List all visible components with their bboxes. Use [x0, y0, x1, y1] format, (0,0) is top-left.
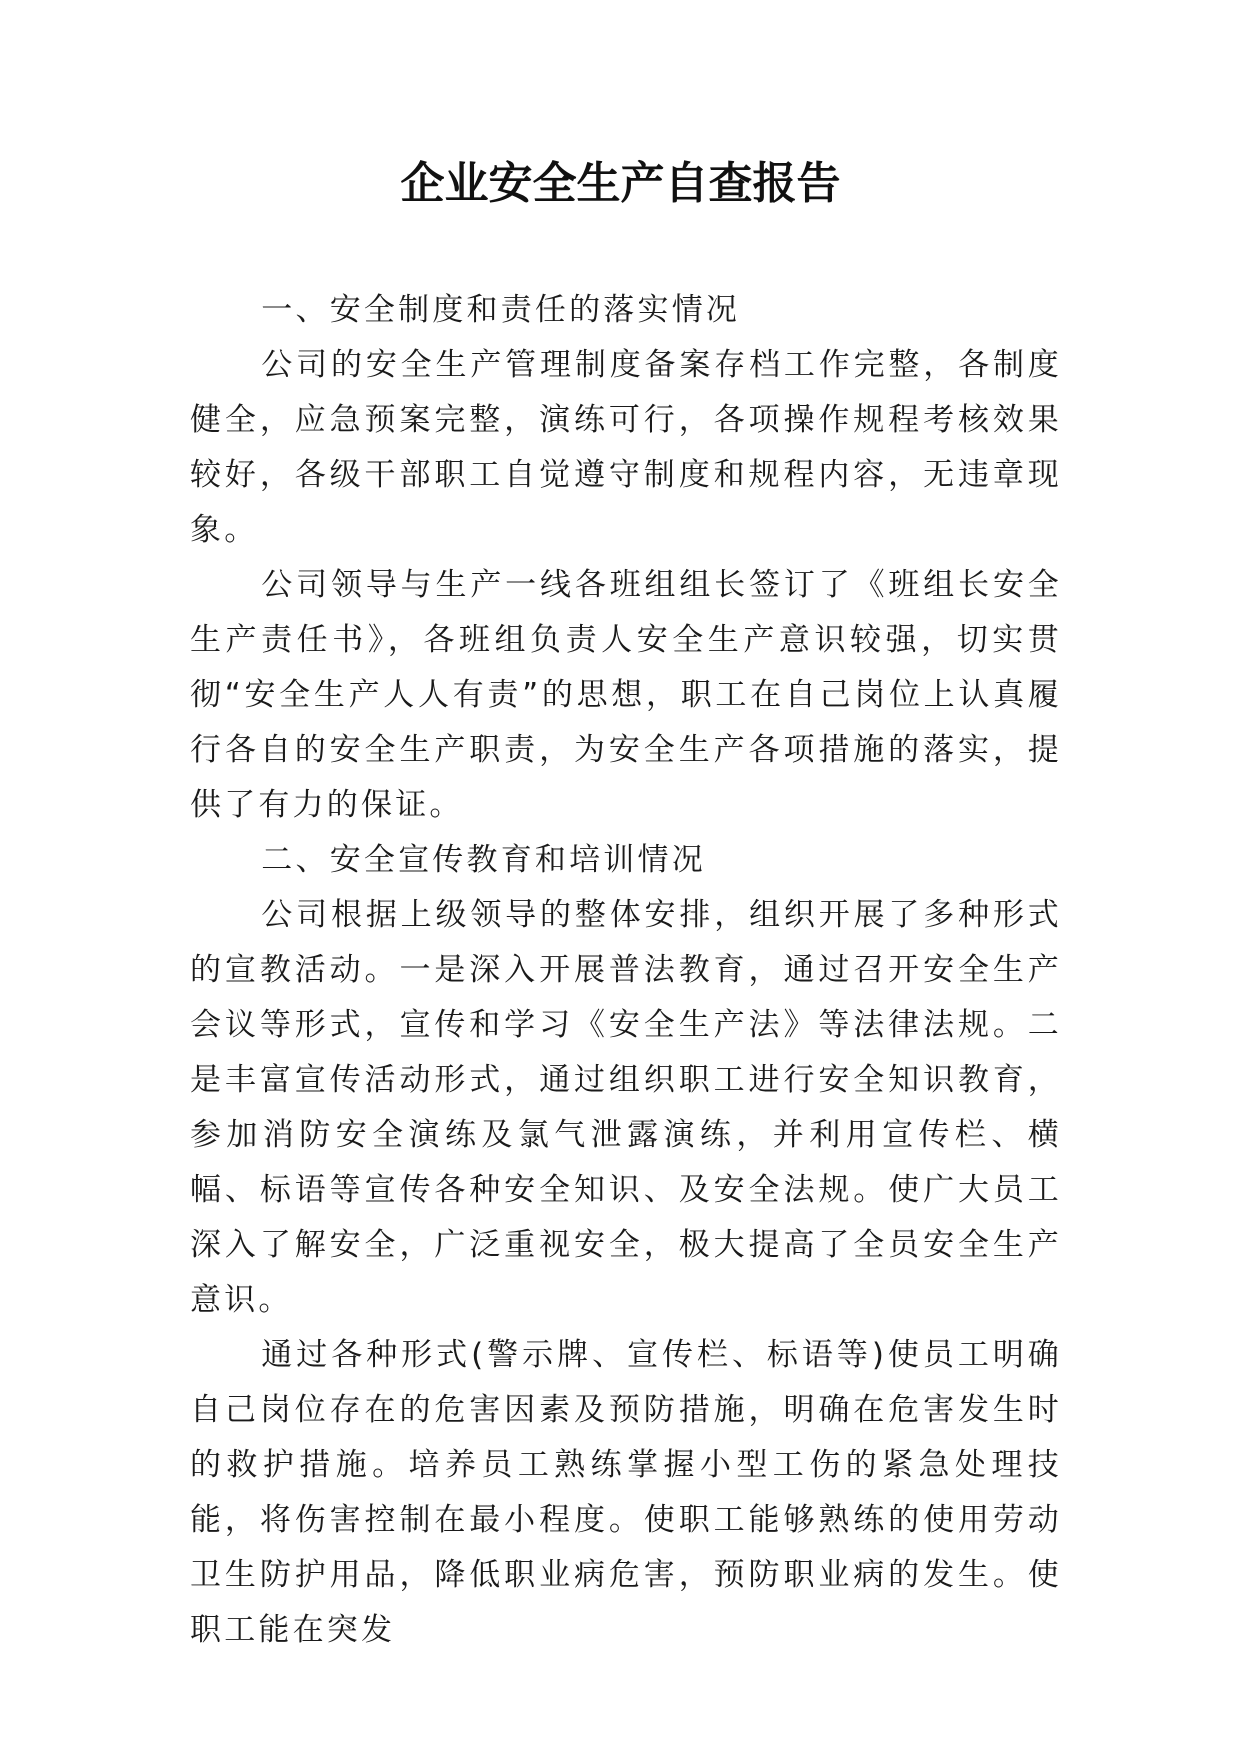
paragraph: 公司根据上级领导的整体安排，组织开展了多种形式的宣教活动。一是深入开展普法教育，通过召开安全生产会议等形式，宣传和学习《安全生产法》等法律法规。二是丰富宣传活动形式，通过组织职工进行安全知识教育，参加消防安全演练及氯气泄露演练，并利用宣传栏、横幅、标语等宣传各种安全知识、及安全法规。使广大员工深入了解安全，广泛重视安全，极大提高了全员安全生产意识。 [190, 897, 1062, 1318]
paragraph: 公司的安全生产管理制度备案存档工作完整，各制度健全，应急预案完整，演练可行，各项操作规程考核效果较好，各级干部职工自觉遵守制度和规程内容，无违章现象。 [190, 347, 1062, 548]
document-body [190, 283, 1062, 1658]
section-heading-1: 一、安全制度和责任的落实情况 [261, 292, 741, 328]
section-heading-2: 二、安全宣传教育和培训情况 [261, 842, 706, 878]
document-title: 企业安全生产自查报告 [400, 158, 841, 209]
paragraph: 公司领导与生产一线各班组组长签订了《班组长安全生产责任书》，各班组负责人安全生产意识较强，切实贯彻“安全生产人人有责”的思想，职工在自己岗位上认真履行各自的安全生产职责，为安全生产各项措施的落实，提供了有力的保证。 [190, 567, 1062, 823]
paragraph: 通过各种形式(警示牌、宣传栏、标语等)使员工明确自己岗位存在的危害因素及预防措施，明确在危害发生时的救护措施。培养员工熟练掌握小型工伤的紧急处理技能，将伤害控制在最小程度。使职工能够熟练的使用劳动卫生防护用品，降低职业病危害，预防职业病的发生。使职工能在突发 [190, 1337, 1062, 1648]
